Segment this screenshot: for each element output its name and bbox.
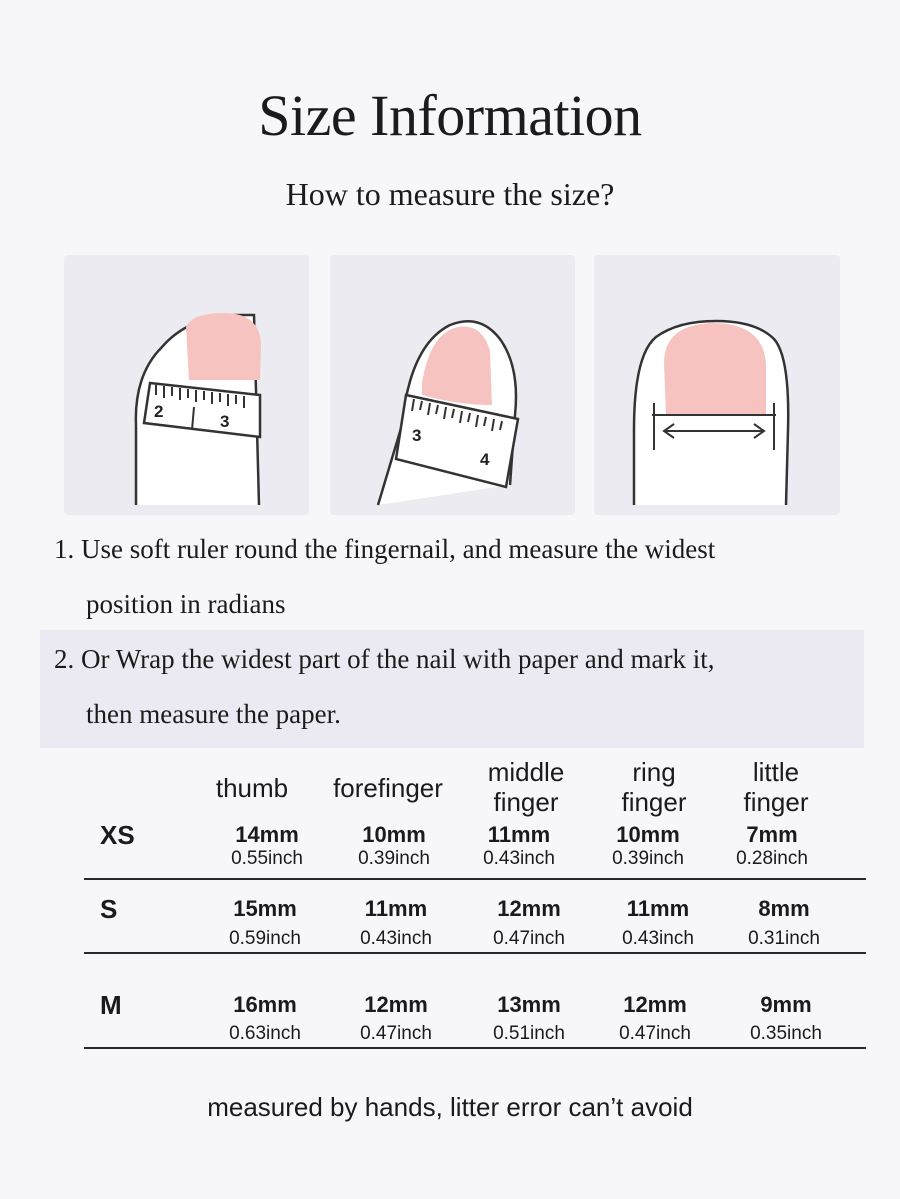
- table-cell-inch: 0.39inch: [612, 848, 684, 869]
- table-cell-inch: 0.47inch: [493, 928, 565, 949]
- table-cell-mm: 13mm: [497, 992, 561, 1017]
- table-cell-mm: 12mm: [497, 896, 561, 921]
- finger-ruler-illustration-2: [330, 255, 575, 515]
- table-cell-mm: 7mm: [746, 822, 798, 847]
- table-cell-mm: 12mm: [623, 992, 687, 1017]
- instruction-text: 2. Or Wrap the widest part of the nail with paper and mark it,: [54, 644, 715, 674]
- illustration-ruler-around-nail: [64, 255, 309, 515]
- table-cell-inch: 0.43inch: [622, 928, 694, 949]
- table-cell-inch: 0.59inch: [229, 928, 301, 949]
- table-cell-mm: 9mm: [760, 992, 812, 1017]
- table-cell-inch: 0.47inch: [619, 1023, 691, 1044]
- page-subtitle: How to measure the size?: [285, 176, 615, 212]
- ruler-label: 3: [412, 426, 422, 445]
- instruction-text: then measure the paper.: [86, 699, 341, 729]
- nail-width-illustration: [594, 255, 840, 515]
- footer-note: measured by hands, litter error can’t avoid: [207, 1092, 693, 1122]
- table-cell-inch: 0.43inch: [360, 928, 432, 949]
- ruler-label: 3: [220, 412, 230, 431]
- illustration-ruler-tilted: [330, 255, 575, 515]
- table-cell-mm: 8mm: [758, 896, 810, 921]
- table-cell-mm: 11mm: [487, 822, 551, 847]
- column-header-forefinger: forefinger: [333, 773, 443, 803]
- column-header-ring-finger: ring finger: [621, 757, 687, 817]
- table-cell-inch: 0.31inch: [748, 928, 820, 949]
- column-header-thumb: thumb: [215, 773, 289, 803]
- table-cell-inch: 0.35inch: [750, 1023, 822, 1044]
- size-label-s: S: [100, 894, 118, 924]
- ruler-label: 4: [480, 450, 490, 469]
- instruction-text: position in radians: [86, 589, 286, 619]
- table-cell-inch: 0.63inch: [229, 1023, 301, 1044]
- table-cell-mm: 12mm: [364, 992, 428, 1017]
- table-cell-mm: 14mm: [235, 822, 299, 847]
- table-cell-inch: 0.28inch: [736, 848, 808, 869]
- table-cell-inch: 0.47inch: [360, 1023, 432, 1044]
- column-header-little-finger: little finger: [743, 757, 809, 817]
- page-title: Size Information: [258, 83, 642, 148]
- table-cell-mm: 11mm: [364, 896, 428, 921]
- instruction-step-1: [54, 522, 864, 632]
- size-label-xs: XS: [100, 820, 135, 850]
- table-cell-mm: 15mm: [233, 896, 297, 921]
- size-label-m: M: [100, 990, 122, 1020]
- table-cell-mm: 10mm: [362, 822, 426, 847]
- illustration-nail-width: [594, 255, 840, 515]
- table-cell-inch: 0.55inch: [231, 848, 303, 869]
- instruction-text: 1. Use soft ruler round the fingernail, and measure the widest: [54, 534, 716, 564]
- table-cell-mm: 16mm: [233, 992, 297, 1017]
- ruler-label: 2: [154, 402, 164, 421]
- table-divider: [84, 1047, 866, 1049]
- table-cell-mm: 10mm: [616, 822, 680, 847]
- instruction-step-2: [54, 632, 864, 742]
- table-cell-inch: 0.43inch: [483, 848, 555, 869]
- finger-ruler-illustration-1: [64, 255, 309, 515]
- table-cell-inch: 0.39inch: [358, 848, 430, 869]
- table-cell-mm: 11mm: [626, 896, 690, 921]
- table-divider: [84, 878, 866, 880]
- column-header-middle-finger: middle finger: [487, 757, 565, 817]
- table-cell-inch: 0.51inch: [493, 1023, 565, 1044]
- table-divider: [84, 952, 866, 954]
